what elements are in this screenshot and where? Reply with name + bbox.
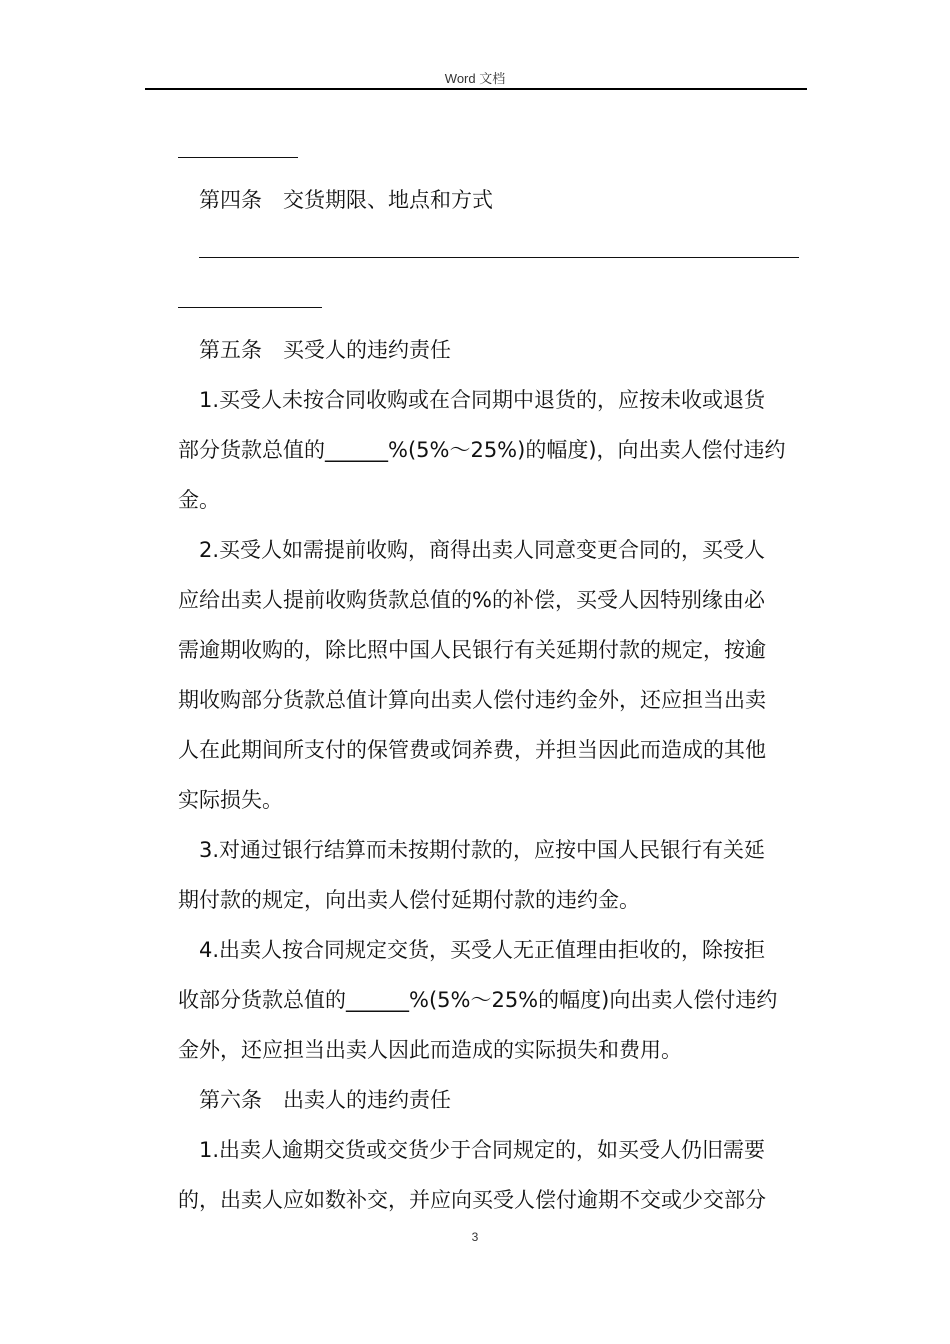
paragraph-line: 金外，还应担当出卖人因此而造成的实际损失和费用。 [178, 1038, 682, 1062]
paragraph-line: 人在此期间所支付的保管费或饲养费，并担当因此而造成的其他 [178, 738, 766, 762]
paragraph-line: 3.对通过银行结算而未按期付款的，应按中国人民银行有关延 [199, 838, 766, 862]
paragraph-line: 1.买受人未按合同收购或在合同期中退货的，应按未收或退货 [199, 388, 766, 412]
article-heading: 第五条 买受人的违约责任 [199, 338, 451, 362]
paragraph-line: 部分货款总值的______%(5%～25%)的幅度)，向出卖人偿付违约 [178, 438, 786, 462]
paragraph-line: 1.出卖人逾期交货或交货少于合同规定的，如买受人仍旧需要 [199, 1138, 766, 1162]
article-heading: 第四条 交货期限、地点和方式 [199, 188, 493, 212]
document-body [178, 325, 808, 1225]
paragraph-line: 需逾期收购的，除比照中国人民银行有关延期付款的规定，按逾 [178, 638, 766, 662]
document-body [178, 175, 808, 225]
paragraph-line: 的，出卖人应如数补交，并应向买受人偿付逾期不交或少交部分 [178, 1188, 766, 1212]
paragraph-line: 实际损失。 [178, 788, 283, 812]
paragraph-line: 金。 [178, 488, 220, 512]
header-title: Word 文档 [444, 71, 506, 86]
blank-line [178, 157, 298, 158]
paragraph-line: 收部分货款总值的______%(5%～25%的幅度)向出卖人偿付违约 [178, 988, 778, 1012]
page-number: 3 [471, 1230, 479, 1244]
paragraph-line: 期付款的规定，向出卖人偿付延期付款的违约金。 [178, 888, 640, 912]
blank-line [178, 307, 322, 308]
header-divider [145, 88, 807, 90]
paragraph-line: 期收购部分货款总值计算向出卖人偿付违约金外，还应担当出卖 [178, 688, 766, 712]
article-heading: 第六条 出卖人的违约责任 [199, 1088, 451, 1112]
paragraph-line: 应给出卖人提前收购货款总值的%的补偿，买受人因特别缘由必 [178, 588, 765, 612]
paragraph-line: 2.买受人如需提前收购，商得出卖人同意变更合同的，买受人 [199, 538, 766, 562]
paragraph-line: 4.出卖人按合同规定交货，买受人无正值理由拒收的，除按拒 [199, 938, 766, 962]
blank-line [199, 257, 799, 258]
